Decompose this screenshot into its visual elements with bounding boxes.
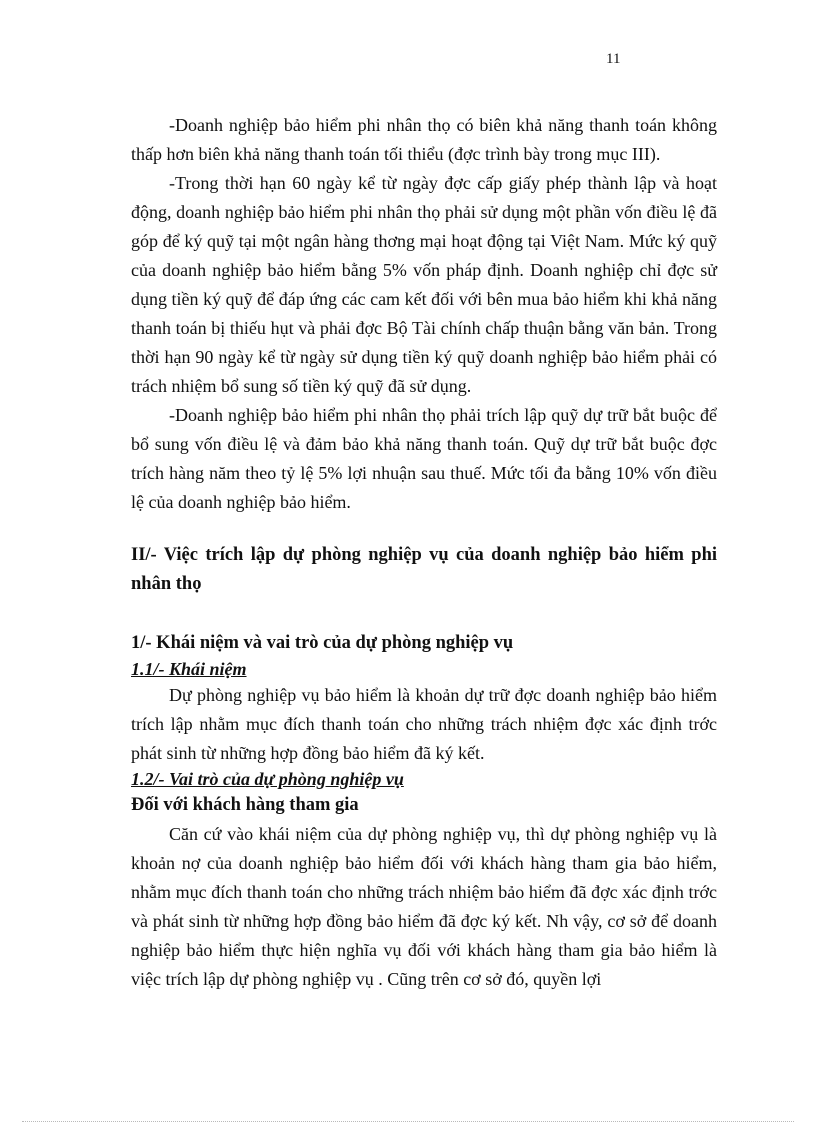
page-bottom-divider [22, 1121, 794, 1122]
page-number: 11 [606, 51, 621, 67]
subheading-customers: Đối với khách hàng tham gia [131, 795, 359, 815]
paragraph-role: Căn cứ vào khái niệm của dự phòng nghiệp vụ, thì dự phòng nghiệp vụ là khoản nợ của doanh nghiệp bảo hiểm đối với khách hàng tham gia bảo hiểm, nhằm mục đích thanh toán cho những trách nhiệm bảo hiểm đã đợc xác định trớc và phát sinh từ những hợp đồng bảo hiểm đã đợc ký kết. Nh vậy, cơ sở để doanh nghiệp bảo hiểm thực hiện nghĩa vụ đối với khách hàng tham gia bảo hiểm là việc trích lập dự phòng nghiệp vụ . Cũng trên cơ sở đó, quyền lợi [131, 824, 717, 989]
paragraph-deposit: -Trong thời hạn 60 ngày kể từ ngày đợc cấp giấy phép thành lập và hoạt động, doanh nghiệp bảo hiểm phi nhân thọ phải sử dụng một phần vốn điều lệ đã góp để ký quỹ tại một ngân hàng thơng mại hoạt động tại Việt Nam. Mức ký quỹ của doanh nghiệp bảo hiểm bằng 5% vốn pháp định. Doanh nghiệp chỉ đợc sử dụng tiền ký quỹ để đáp ứng các cam kết đối với bên mua bảo hiểm khi khả năng thanh toán bị thiếu hụt và phải đợc Bộ Tài chính chấp thuận bằng văn bản. Trong thời hạn 90 ngày kể từ ngày sử dụng tiền ký quỹ doanh nghiệp bảo hiểm phải có trách nhiệm bổ sung số tiền ký quỹ đã sử dụng. [131, 173, 717, 396]
paragraph-solvency-margin: -Doanh nghiệp bảo hiểm phi nhân thọ có biên khả năng thanh toán không thấp hơn biên khả năng thanh toán tối thiểu (đợc trình bày trong mục III). [131, 115, 717, 164]
document-body [131, 111, 717, 994]
section-heading-1: 1/- Khái niệm và vai trò của dự phòng nghiệp vụ [131, 633, 514, 653]
section-heading-ii: II/- Việc trích lập dự phòng nghiệp vụ của doanh nghiệp bảo hiểm phi nhân thọ [131, 545, 717, 594]
section-heading-1-1: 1.1/- Khái niệm [131, 659, 247, 679]
paragraph-definition: Dự phòng nghiệp vụ bảo hiểm là khoản dự trữ đợc doanh nghiệp bảo hiểm trích lập nhằm mục đích thanh toán cho những trách nhiệm đợc xác định trớc phát sinh từ những hợp đồng bảo hiểm đã ký kết. [131, 685, 717, 763]
section-heading-1-2: 1.2/- Vai trò của dự phòng nghiệp vụ [131, 769, 404, 789]
paragraph-reserve-fund: -Doanh nghiệp bảo hiểm phi nhân thọ phải trích lập quỹ dự trữ bắt buộc để bổ sung vốn điều lệ và đảm bảo khả năng thanh toán. Quỹ dự trữ bắt buộc đợc trích hàng năm theo tỷ lệ 5% lợi nhuận sau thuế. Mức tối đa bằng 10% vốn điều lệ của doanh nghiệp bảo hiểm. [131, 405, 717, 512]
